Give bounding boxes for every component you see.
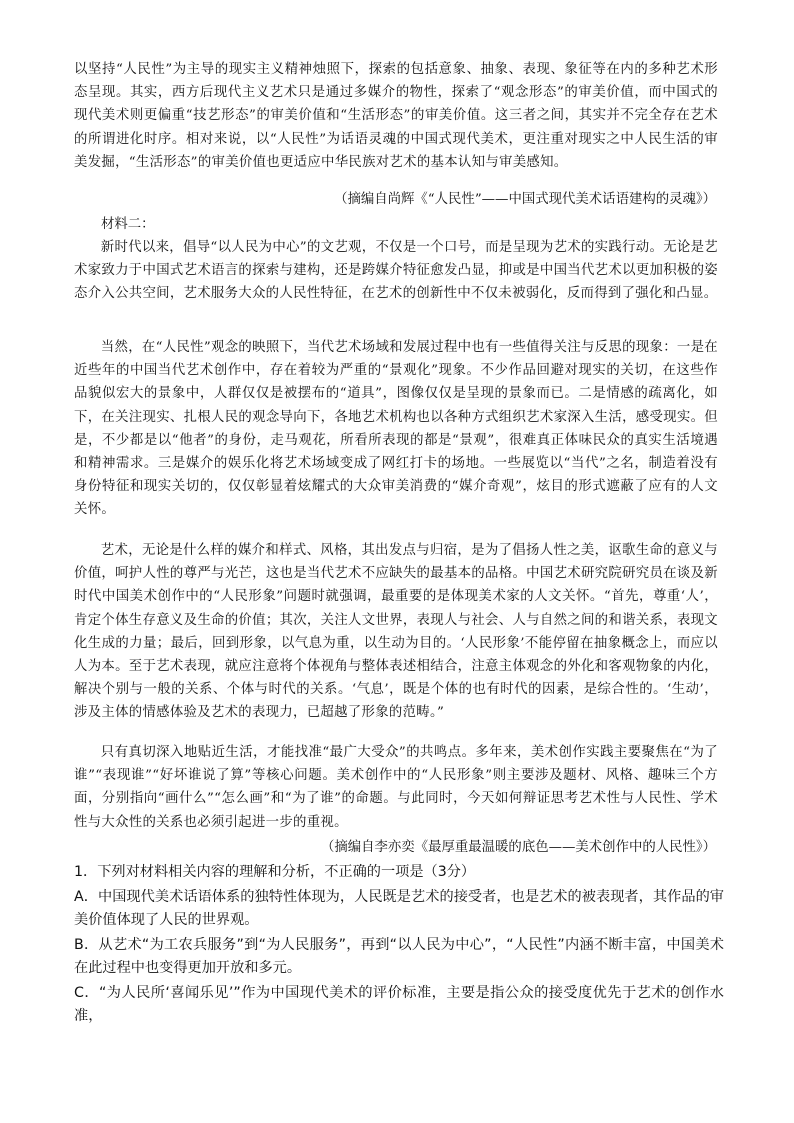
passage-paragraph-2: 当然，在“人民性”观念的映照下，当代艺术场域和发展过程中也有一些值得关注与反思的现象：一是在近些年的中国当代艺术创作中，存在着较为严重的“景观化”现象。不少作品回避对现实的关切，在这些作品貌似宏大的景象中，人群仅仅是被摆布的“道具”，图像仅仅是呈现的景象而已。二是情感的疏离化，如下，在关注现实、扎根人民的观念导向下，各地艺术机构也以各种方式组织艺术家深入生活，感受现实。但是，不少都是以“他者”的身份，走马观花，所看所表现的都是“景观”，很难真正体味民众的真实生活境遇和精神需求。三是媒介的娱乐化将艺术场域变成了网红打卡的场地。一些展览以“当代”之名，制造着没有身份特征和现实关切的，仅仅彰显着炫耀式的大众审美消费的“媒介奇观”，炫目的形式遮蔽了应有的人文关怀。 bbox=[74, 340, 718, 518]
source-citation-1: （摘编自尚辉《“人民性”——中国式现代美术话语建构的灵魂》） bbox=[334, 192, 716, 207]
option-c: C．“为人民所‘喜闻乐见’”作为中国现代美术的评价标准，主要是指公众的接受度优先于艺术的创作水准， bbox=[74, 985, 724, 1025]
option-a: A．中国现代美术话语体系的独特性体现为，人民既是艺术的接受者，也是艺术的被表现者，其作品的审美价值体现了人民的世界观。 bbox=[74, 889, 724, 929]
question-stem: 1．下列对材料相关内容的理解和分析，不正确的一项是（3分） bbox=[74, 864, 476, 880]
passage-paragraph-3: 艺术，无论是什么样的媒介和样式、风格，其出发点与归宿，是为了倡扬人性之美，讴歌生命的意义与价值，呵护人性的尊严与光芒，这也是当代艺术不应缺失的最基本的品格。中国艺术研究院研究员在谈及新时代中国美术创作中的“人民形象”问题时就强调，最重要的是体现美术家的人文关怀。“首先，尊重‘人’，肯定个体生存意义及生命的价值；其次，关注人文世界，表现人与社会、人与自然之间的和谐关系，表现文化生成的力量；最后，回到形象，以气息为重，以生动为目的。‘人民形象’不能停留在抽象概念上，而应以人为本。至于艺术表现，就应注意将个体视角与整体表述相结合，注意主体观念的外化和客观物象的内化，解决个别与一般的关系、个体与时代的关系。‘气息’，既是个体的也有时代的因素，是综合性的。‘生动’，涉及主体的情感体验及艺术的表现力，已超越了形象的范畴。” bbox=[74, 543, 718, 721]
passage-paragraph-1: 新时代以来，倡导“以人民为中心”的文艺观，不仅是一个口号，而是呈现为艺术的实践行动。无论是艺术家致力于中国式艺术语言的探索与建构，还是跨媒介特征愈发凸显，抑或是中国当代艺术以更加积极的姿态介入公共空间，艺术服务大众的人民性特征，在艺术的创新性中不仅未被弱化，反而得到了强化和凸显。 bbox=[74, 240, 718, 302]
material-2-label: 材料二： bbox=[101, 217, 155, 232]
source-citation-2: （摘编自李亦奕《最厚重最温暖的底色——美术创作中的人民性》） bbox=[320, 840, 716, 855]
passage-paragraph-intro: 以坚持“人民性”为主导的现实主义精神烛照下，探索的包括意象、抽象、表现、象征等在内的多种艺术形态呈现。其实，西方后现代主义艺术只是通过多媒介的物性，探索了“观念形态”的审美价值，而中国式的现代美术则更偏重“技艺形态”的审美价值和“生活形态”的审美价值。这三者之间，其实并不完全存在艺术的所谓进化时序。相对来说，以“人民性”为话语灵魂的中国式现代美术，更注重对现实之中人民生活的审美发掘，“生活形态”的审美价值也更适应中华民族对艺术的基本认知与审美感知。 bbox=[74, 62, 718, 170]
option-b: B．从艺术“为工农兵服务”到“为人民服务”，再到“以人民为中心”，“人民性”内涵不断丰富，中国美术在此过程中也变得更加开放和多元。 bbox=[74, 937, 724, 977]
passage-paragraph-4: 只有真切深入地贴近生活，才能找准“最广大受众”的共鸣点。多年来，美术创作实践主要聚焦在“为了谁”“表现谁”“好坏谁说了算”等核心问题。美术创作中的“人民形象”则主要涉及题材、风格、趣味三个方面，分别指向“画什么”“怎么画”和“为了谁”的命题。与此同时，今天如何辩证思考艺术性与人民性、学术性与大众性的关系也必须引起进一步的重视。 bbox=[74, 745, 718, 830]
